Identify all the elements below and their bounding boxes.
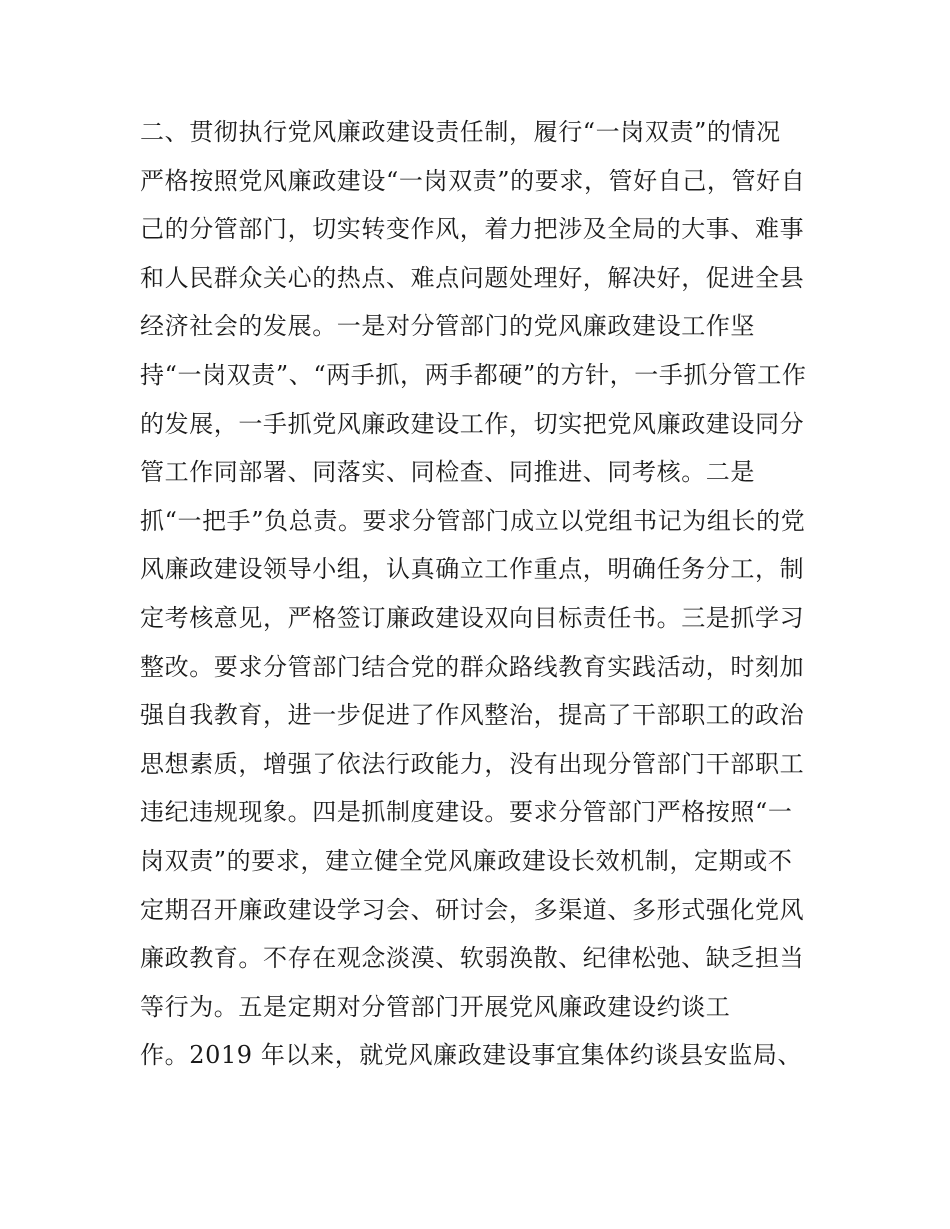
text-line-3: 己的分管部门，切实转变作风，着力把涉及全局的大事、难事 <box>140 215 805 244</box>
text-line-11: 定考核意见，严格签订廉政建设双向目标责任书。三是抓学习 <box>140 603 805 632</box>
text-line-20: 作。2019 年以来，就党风廉政建设事宜集体约谈县安监局、 <box>140 1041 803 1070</box>
text-line-14: 思想素质，增强了依法行政能力，没有出现分管部门干部职工 <box>140 749 805 778</box>
text-line-5: 经济社会的发展。一是对分管部门的党风廉政建设工作坚 <box>140 312 755 341</box>
text-line-13: 强自我教育，进一步促进了作风整治，提高了干部职工的政治 <box>140 701 805 730</box>
text-line-4: 和人民群众关心的热点、难点问题处理好，解决好，促进全县 <box>140 263 805 292</box>
text-line-10: 风廉政建设领导小组，认真确立工作重点，明确任务分工，制 <box>140 555 805 584</box>
text-line-12: 整改。要求分管部门结合党的群众路线教育实践活动，时刻加 <box>140 652 805 681</box>
text-line-6: 持“一岗双责”、“两手抓，两手都硬”的方针，一手抓分管工作 <box>140 360 807 389</box>
text-line-18: 廉政教育。不存在观念淡漠、软弱涣散、纪律松弛、缺乏担当 <box>140 944 805 973</box>
text-line-19: 等行为。五是定期对分管部门开展党风廉政建设约谈工 <box>140 992 731 1021</box>
text-line-16: 岗双责”的要求，建立健全党风廉政建设长效机制，定期或不 <box>140 846 793 875</box>
text-line-1: 二、贯彻执行党风廉政建设责任制，履行“一岗双责”的情况 <box>140 118 781 146</box>
text-line-15: 违纪违规现象。四是抓制度建设。要求分管部门严格按照“一 <box>140 798 793 827</box>
text-line-17: 定期召开廉政建设学习会、研讨会，多渠道、多形式强化党风 <box>140 895 805 924</box>
text-line-8: 管工作同部署、同落实、同检查、同推进、同考核。二是 <box>140 458 755 487</box>
text-line-9: 抓“一把手”负总责。要求分管部门成立以党组书记为组长的党 <box>140 506 806 535</box>
body-text <box>140 108 840 1080</box>
text-line-2: 严格按照党风廉政建设“一岗双责”的要求，管好自己，管好自 <box>140 166 806 195</box>
text-line-7: 的发展，一手抓党风廉政建设工作，切实把党风廉政建设同分 <box>140 409 805 438</box>
